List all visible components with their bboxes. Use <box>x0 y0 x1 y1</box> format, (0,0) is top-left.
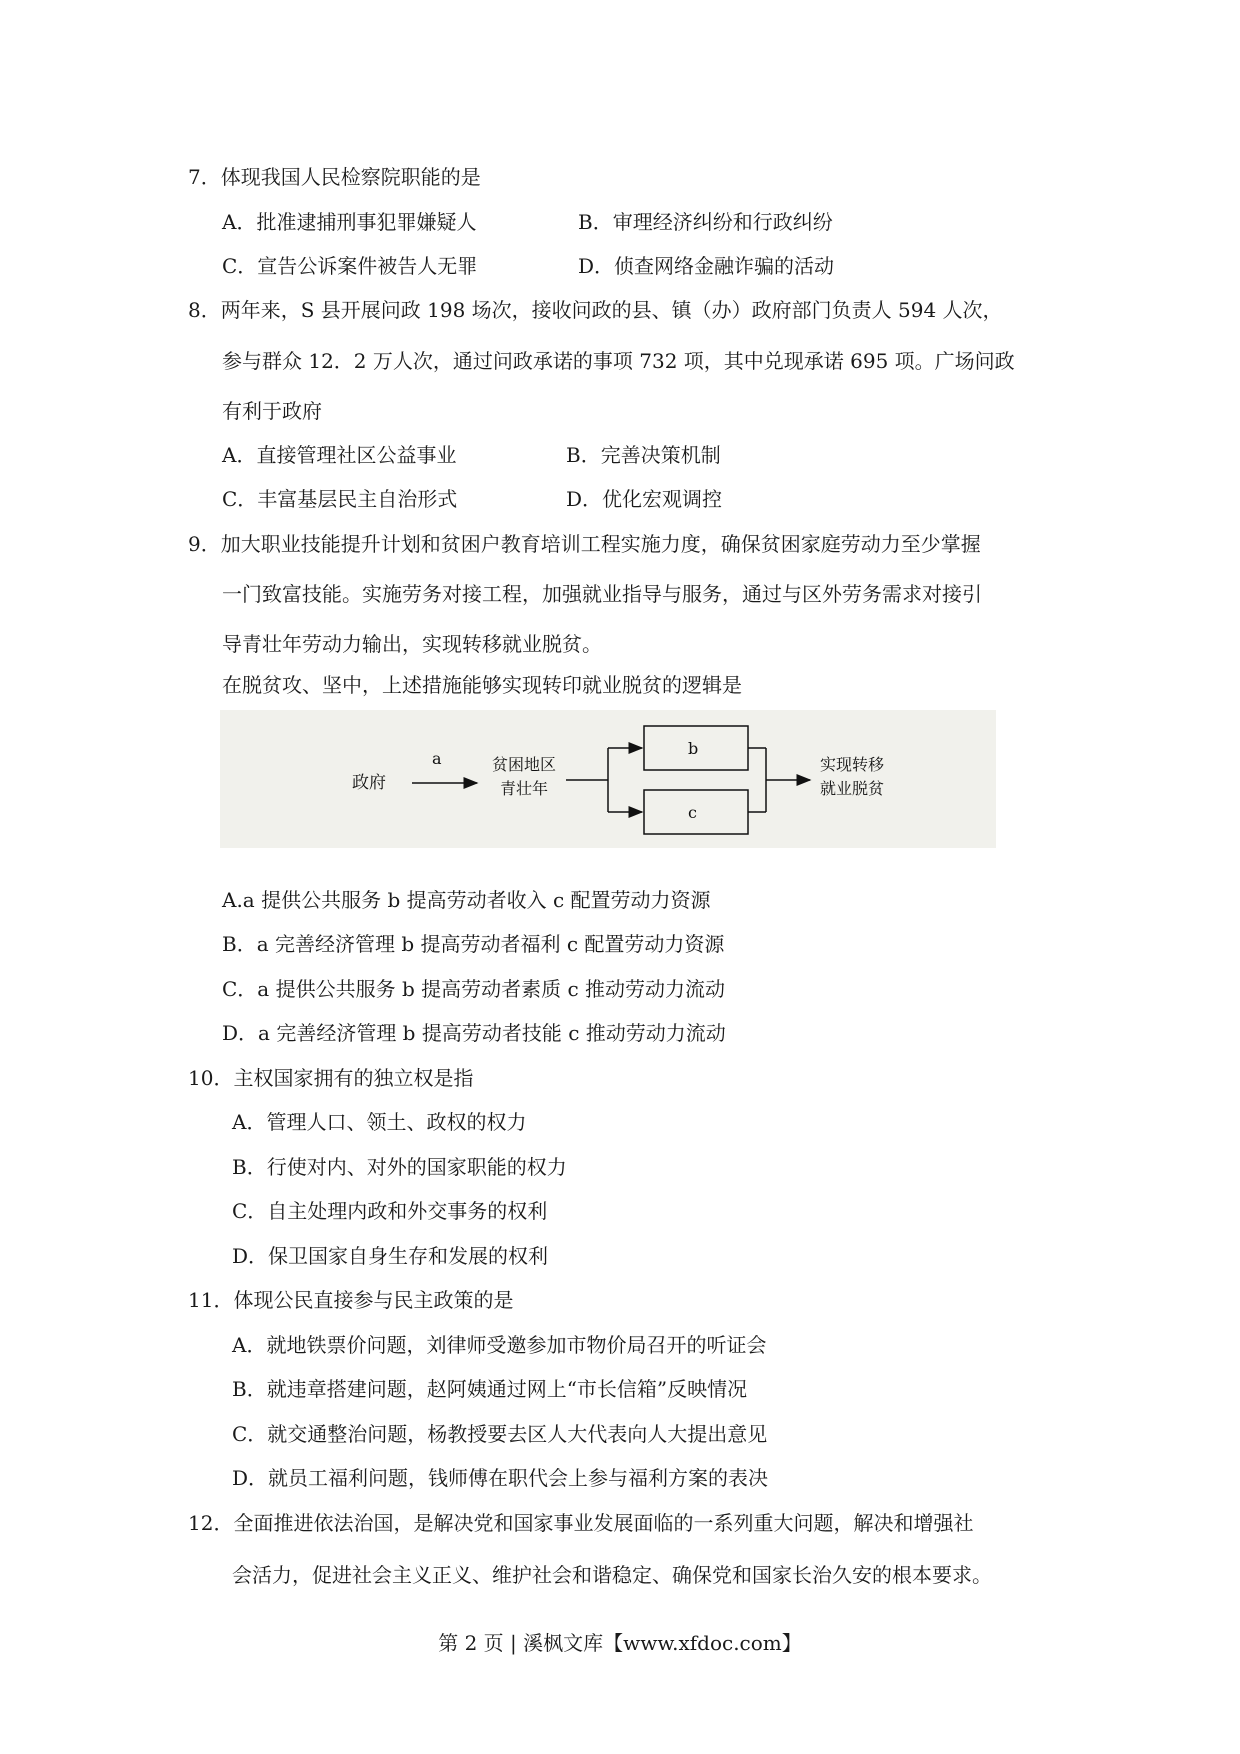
q10-option-b: B．行使对内、对外的国家职能的权力 <box>232 1155 567 1179</box>
diagram-gov-label: 政府 <box>352 773 386 793</box>
q8-option-c: C．丰富基层民主自治形式 <box>222 487 458 511</box>
page-footer: 第 2 页 | 溪枫文库【www.xfdoc.com】 <box>438 1631 802 1655</box>
q11-stem: 11．体现公民直接参与民主政策的是 <box>188 1288 514 1312</box>
q10-stem: 10．主权国家拥有的独立权是指 <box>188 1066 474 1090</box>
q9-option-a: A.a 提供公共服务 b 提高劳动者收入 c 配置劳动力资源 <box>222 888 711 912</box>
q11-option-b: B．就违章搭建问题，赵阿姨通过网上“市长信箱”反映情况 <box>232 1377 748 1401</box>
q12-line-2: 会活力，促进社会主义正义、维护社会和谐稳定、确保党和国家长治久安的根本要求。 <box>232 1563 992 1587</box>
q8-option-d: D．优化宏观调控 <box>566 487 723 511</box>
diagram-result-label-2: 就业脱贫 <box>820 779 885 798</box>
q11-option-c: C．就交通整治问题，杨教授要去区人大代表向人大提出意见 <box>232 1422 768 1446</box>
q9-line-3: 导青壮年劳动力输出，实现转移就业脱贫。 <box>222 632 602 656</box>
q8-option-a: A．直接管理社区公益事业 <box>222 443 457 467</box>
q9-line-2: 一门致富技能。实施劳务对接工程，加强就业指导与服务，通过与区外劳务需求对接引 <box>222 582 982 606</box>
q12-line-1: 12．全面推进依法治国，是解决党和国家事业发展面临的一系列重大问题，解决和增强社 <box>188 1511 974 1535</box>
q9-line-4: 在脱贫攻、坚中，上述措施能够实现转印就业脱贫的逻辑是 <box>222 673 742 697</box>
diagram-arrow-a-label: a <box>432 749 442 768</box>
q7-option-c: C．宣告公诉案件被告人无罪 <box>222 254 478 278</box>
q7-option-a: A．批准逮捕刑事犯罪嫌疑人 <box>222 210 477 234</box>
q9-option-b: B．a 完善经济管理 b 提高劳动者福利 c 配置劳动力资源 <box>222 932 725 956</box>
q8-line-1: 8．两年来，S 县开展问政 198 场次，接收问政的县、镇（办）政府部门负责人 594 人次， <box>188 298 1003 322</box>
q8-option-b: B．完善决策机制 <box>566 443 721 467</box>
q10-option-c: C．自主处理内政和外交事务的权利 <box>232 1199 548 1223</box>
q9-option-d: D．a 完善经济管理 b 提高劳动者技能 c 推动劳动力流动 <box>222 1021 726 1045</box>
q9-option-c: C．a 提供公共服务 b 提高劳动者素质 c 推动劳动力流动 <box>222 977 726 1001</box>
diagram-region-label-2: 青壮年 <box>500 779 549 798</box>
q8-line-3: 有利于政府 <box>222 399 322 423</box>
q10-option-d: D．保卫国家自身生存和发展的权利 <box>232 1244 549 1268</box>
q11-option-d: D．就员工福利问题，钱师傅在职代会上参与福利方案的表决 <box>232 1466 769 1490</box>
q7-option-b: B．审理经济纠纷和行政纠纷 <box>578 210 833 234</box>
diagram-box-c-label: c <box>688 803 697 822</box>
q8-line-2: 参与群众 12．2 万人次，通过问政承诺的事项 732 项，其中兑现承诺 695 项。广场问政 <box>222 349 1015 373</box>
diagram-result-label-1: 实现转移 <box>820 755 885 774</box>
diagram-region-label-1: 贫困地区 <box>492 755 557 774</box>
flow-diagram <box>220 710 996 848</box>
q10-option-a: A．管理人口、领土、政权的权力 <box>232 1110 527 1134</box>
q7-option-d: D．侦查网络金融诈骗的活动 <box>578 254 835 278</box>
q11-option-a: A．就地铁票价问题，刘律师受邀参加市物价局召开的听证会 <box>232 1333 767 1357</box>
q9-line-1: 9．加大职业技能提升计划和贫困户教育培训工程实施力度，确保贫困家庭劳动力至少掌握 <box>188 532 981 556</box>
diagram-box-b-label: b <box>688 739 699 758</box>
q7-stem: 7．体现我国人民检察院职能的是 <box>188 165 481 189</box>
